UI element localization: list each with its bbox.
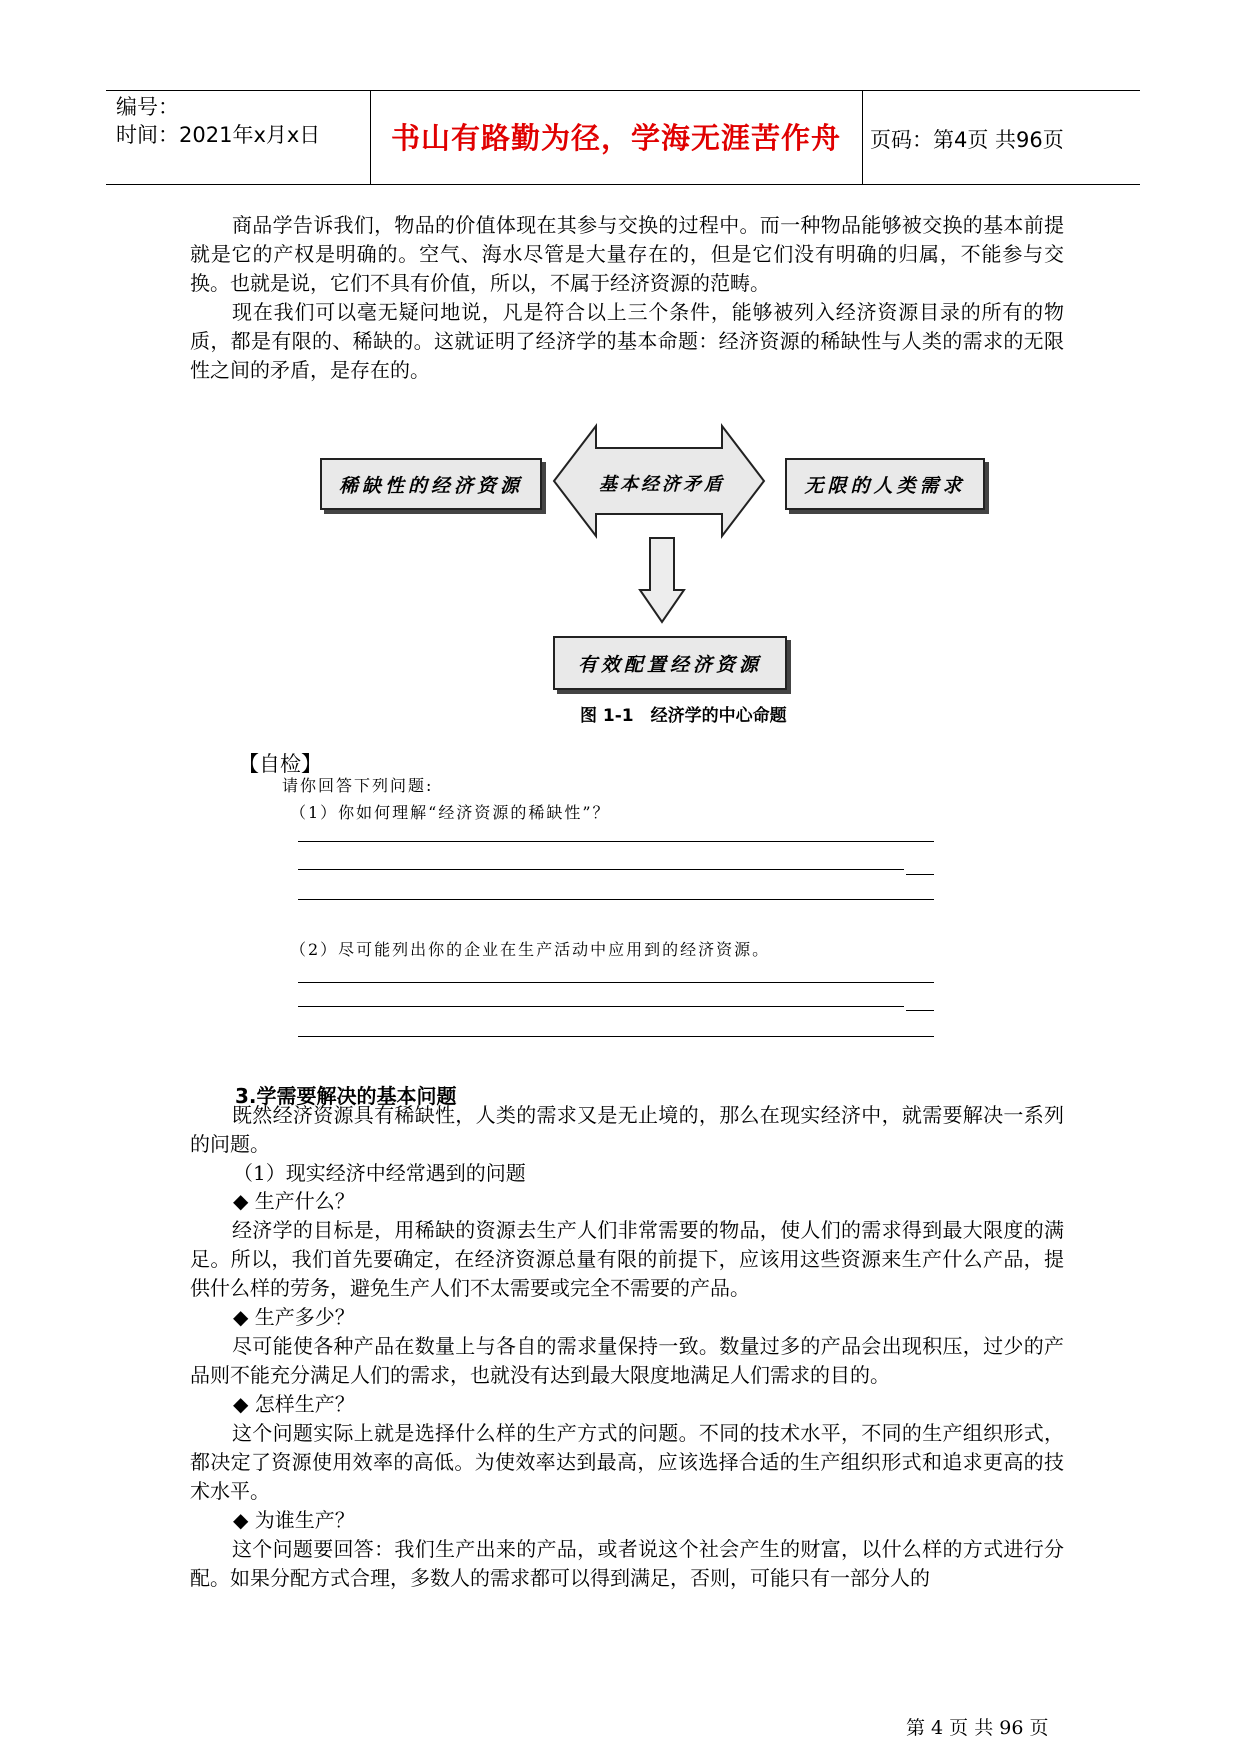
header-bottom-rule xyxy=(106,184,1140,185)
bullet-what-to-produce: ◆ 生产什么？ xyxy=(233,1189,355,1213)
answer-line-6 xyxy=(298,1036,934,1037)
answer-line-2 xyxy=(298,869,904,870)
bullet-for-whom: ◆ 为谁生产？ xyxy=(233,1508,355,1532)
how-much-text: 尽可能使各种产品在数量上与各自的需求量保持一致。数量过多的产品会出现积压，过少的产品则不能充分满足人们的需求，也就没有达到最大限度地满足人们需求的目的。 xyxy=(190,1334,1064,1387)
answer-line-2b xyxy=(906,874,934,875)
page-footer: 第 4 页 共 96 页 xyxy=(906,1717,1049,1739)
center-arrow-label: 基本经济矛盾 xyxy=(599,474,725,495)
section-3-title: 3.学需要解决的基本问题 xyxy=(235,1084,457,1108)
doc-time-label: 时间：2021年x月x日 xyxy=(116,123,321,147)
section-3-paragraph: 既然经济资源具有稀缺性，人类的需求又是无止境的，那么在现实经济中，就需要解决一系列的问题。 xyxy=(190,1103,1064,1156)
question-2: （2）尽可能列出你的企业在生产活动中应用到的经济资源。 xyxy=(290,940,771,959)
answer-line-4 xyxy=(298,982,934,983)
answer-line-3 xyxy=(298,899,934,900)
paragraph-1: 商品学告诉我们，物品的价值体现在其参与交换的过程中。而一种物品能够被交换的基本前提就是它的产权是明确的。空气、海水尽管是大量存在的，但是它们没有明确的归属，不能参与交换。也就是说，它们不具有价值，所以，不属于经济资源的范畴。 xyxy=(190,213,1064,295)
question-1: （1）你如何理解“经济资源的稀缺性”？ xyxy=(290,803,611,822)
answer-line-1b xyxy=(838,841,934,842)
down-arrow-shape xyxy=(638,536,686,624)
bullet-how-much: ◆ 生产多少？ xyxy=(233,1305,355,1329)
self-check-intro: 请你回答下列问题: xyxy=(282,776,434,795)
answer-line-5b xyxy=(906,1010,934,1011)
what-to-produce-text: 经济学的目标是，用稀缺的资源去生产人们非常需要的物品，使人们的需求得到最大限度的满足。所以，我们首先要确定，在经济资源总量有限的前提下，应该用这些资源来生产什么产品，提供什么样的劳务，避免生产人们不太需要或完全不需要的产品。 xyxy=(190,1218,1064,1300)
self-check-title: 【自检】 xyxy=(238,752,322,776)
header-page-label: 页码：第4页 共96页 xyxy=(870,128,1064,152)
for-whom-text: 这个问题要回答：我们生产出来的产品，或者说这个社会产生的财富，以什么样的方式进行分配。如果分配方式合理，多数人的需求都可以得到满足，否则，可能只有一部分人的 xyxy=(190,1537,1064,1590)
diagram-bottom-box: 有效配置经济资源 xyxy=(553,636,787,690)
how-to-produce-text: 这个问题实际上就是选择什么样的生产方式的问题。不同的技术水平，不同的生产组织形式，都决定了资源使用效率的高低。为使效率达到最高，应该选择合适的生产组织形式和追求更高的技术水平。 xyxy=(190,1421,1064,1503)
diagram-right-box: 无限的人类需求 xyxy=(785,458,985,510)
header-motto: 书山有路勤为径，学海无涯苦作舟 xyxy=(390,121,841,155)
doc-number-label: 编号： xyxy=(116,95,179,119)
answer-line-1 xyxy=(298,841,838,842)
paragraph-2: 现在我们可以毫无疑问地说，凡是符合以上三个条件，能够被列入经济资源目录的所有的物质，都是有限的、稀缺的。这就证明了经济学的基本命题：经济资源的稀缺性与人类的需求的无限性之间的矛盾，是存在的。 xyxy=(190,300,1064,382)
diagram-left-box: 稀缺性的经济资源 xyxy=(320,458,542,510)
header-divider-2 xyxy=(862,90,863,184)
figure-caption: 图 1-1 经济学的中心命题 xyxy=(580,706,787,726)
bullet-how-to-produce: ◆ 怎样生产？ xyxy=(233,1392,355,1416)
header-top-rule xyxy=(106,90,1140,91)
header-divider-1 xyxy=(370,90,371,184)
section-3-subheading: （1）现实经济中经常遇到的问题 xyxy=(233,1161,526,1185)
answer-line-5 xyxy=(298,1006,904,1007)
